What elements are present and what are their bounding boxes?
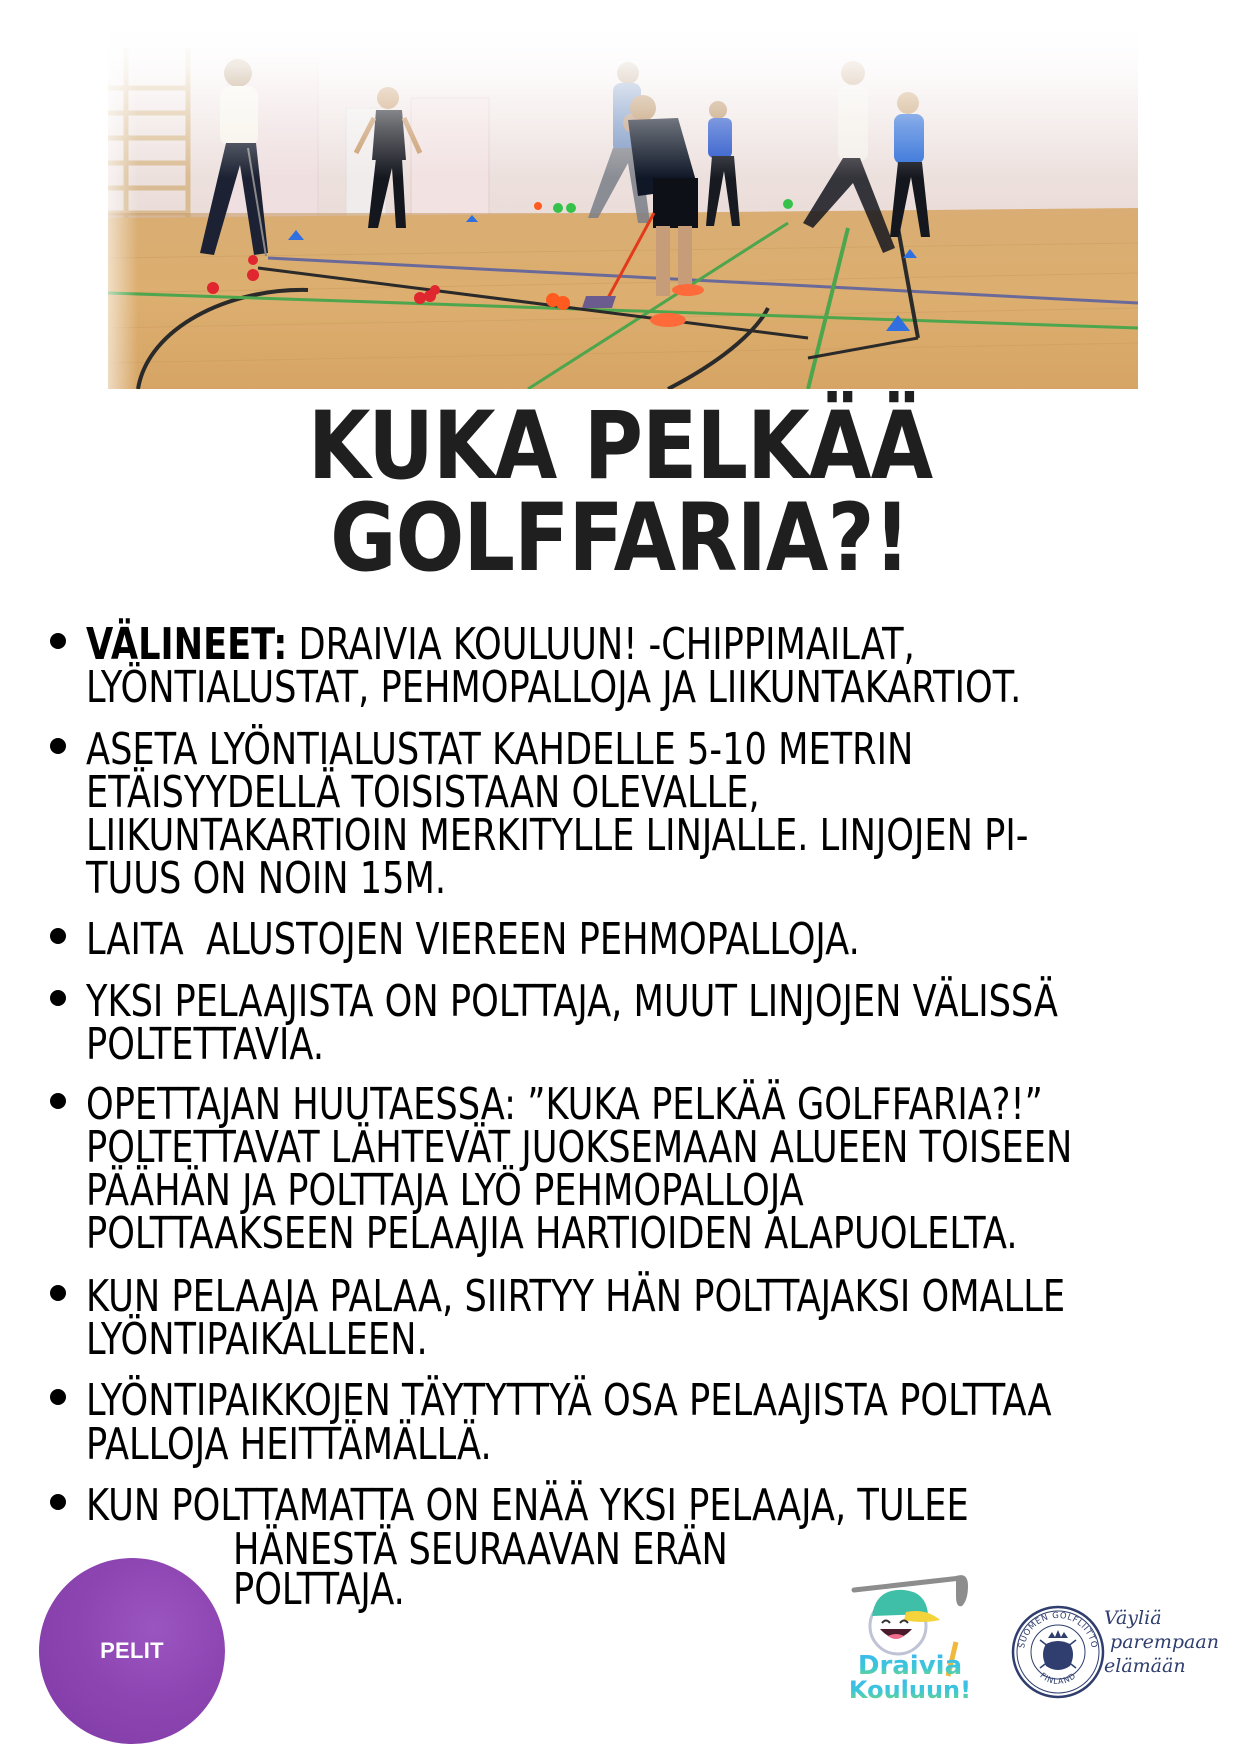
list-item-line: KUN PELAAJA PALAA, SIIRTYY HÄN POLTTAJAKSI OMALLE: [86, 1271, 1066, 1322]
header-photo: [108, 28, 1138, 389]
photo-top-fade: [108, 28, 1138, 178]
list-item-line: ETÄISYYDELLÄ TOISISTAAN OLEVALLE,: [86, 767, 760, 818]
slogan-line: elämään: [1104, 1655, 1186, 1677]
list-item-line: PALLOJA HEITTÄMÄLLÄ.: [86, 1419, 492, 1470]
golf-federation-emblem-icon: [1010, 1604, 1106, 1700]
slogan-line: parempaan: [1104, 1631, 1219, 1653]
list-item-line: VÄLINEET: DRAIVIA KOULUUN! -CHIPPIMAILAT,: [86, 619, 915, 670]
bullet-icon: [50, 928, 66, 944]
slogan-line: Väyliä: [1104, 1607, 1162, 1629]
bullet-icon: [50, 1093, 66, 1109]
list-item-line: POLTETTAVIA.: [86, 1019, 325, 1070]
bullet-icon: [50, 1389, 66, 1405]
bullet-icon: [50, 633, 66, 649]
photo-left-fade: [108, 28, 138, 389]
draivia-word: Draivia: [857, 1651, 963, 1681]
list-item-line: LYÖNTIPAIKKOJEN TÄYTYTTYÄ OSA PELAAJISTA POLTTAA: [86, 1375, 1052, 1426]
title-line-2: GOLFFARIA?!: [330, 484, 910, 593]
draivia-kouluun-logo: [836, 1566, 986, 1702]
bullet-icon: [50, 738, 66, 754]
list-item-line: POLTTAJA.: [233, 1564, 405, 1615]
list-item-line: KUN POLTTAMATTA ON ENÄÄ YKSI PELAAJA, TULEE: [86, 1480, 969, 1531]
list-item-line: POLTETTAVAT LÄHTEVÄT JUOKSEMAAN ALUEEN TOISEEN: [86, 1122, 1073, 1173]
bullet-icon: [50, 990, 66, 1006]
list-item-line: ASETA LYÖNTIALUSTAT KAHDELLE 5-10 METRIN: [86, 724, 914, 775]
list-item-line: OPETTAJAN HUUTAESSA: ”KUKA PELKÄÄ GOLFFARIA?!”: [86, 1079, 1043, 1130]
list-item-line: TUUS ON NOIN 15M.: [86, 853, 447, 904]
seal-ring-bottom-text: FINLAND: [1038, 1670, 1078, 1687]
list-item-line: LAITA ALUSTOJEN VIEREEN PEHMOPALLOJA.: [86, 914, 860, 965]
draivia-mascot-icon: [836, 1566, 986, 1702]
list-item-line: PÄÄHÄN JA POLTTAJA LYÖ PEHMOPALLOJA: [86, 1165, 804, 1216]
golf-federation-seal: [1010, 1604, 1106, 1700]
title-line-1: KUKA PELKÄÄ: [307, 392, 933, 501]
list-item-line: LIIKUNTAKARTIOIN MERKITYLLE LINJALLE. LINJOJEN PI-: [86, 810, 1029, 861]
kouluun-word: Kouluun!: [848, 1676, 972, 1702]
list-item-line: HÄNESTÄ SEURAAVAN ERÄN: [233, 1524, 728, 1575]
pelit-category-badge: [39, 1558, 225, 1744]
bullet-icon: [50, 1494, 66, 1510]
list-item-line: POLTTAAKSEEN PELAAJIA HARTIOIDEN ALAPUOLELTA.: [86, 1208, 1018, 1259]
seal-ring-top-text: SUOMEN GOLFLIITTO: [1017, 1610, 1099, 1650]
list-item-line: LYÖNTIALUSTAT, PEHMOPALLOJA JA LIIKUNTAKARTIOT.: [86, 662, 1022, 713]
equipment-label: VÄLINEET:: [86, 619, 288, 670]
list-item-line: LYÖNTIPAIKALLEEN.: [86, 1314, 428, 1365]
golf-federation-slogan: [1104, 1606, 1219, 1678]
pelit-label: PELIT: [100, 1638, 164, 1663]
list-item-line: YKSI PELAAJISTA ON POLTTAJA, MUUT LINJOJEN VÄLISSÄ: [86, 976, 1059, 1027]
bullet-icon: [50, 1285, 66, 1301]
